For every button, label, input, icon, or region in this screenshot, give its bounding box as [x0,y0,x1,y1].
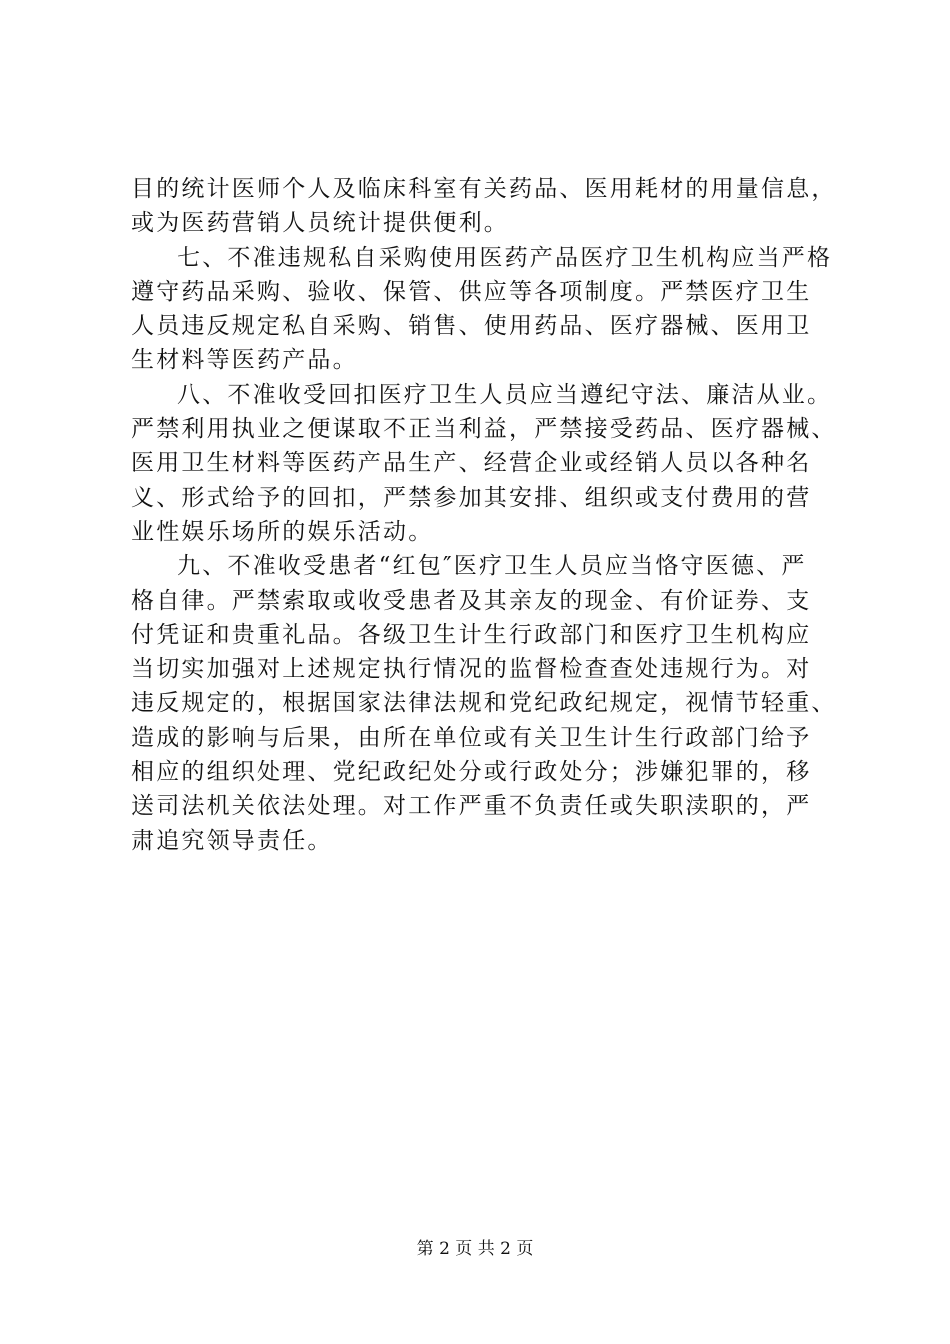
document-text-line: 严禁利用执业之便谋取不正当利益，严禁接受药品、医疗器械、 [131,416,837,443]
document-text-line: 格自律。严禁索取或收受患者及其亲友的现金、有价证券、支 [131,587,812,614]
document-text-line: 相应的组织处理、党纪政纪处分或行政处分；涉嫌犯罪的，移 [131,759,812,786]
document-text-line: 造成的影响与后果，由所在单位或有关卫生计生行政部门给予 [131,724,812,751]
document-text-line: 业性娱乐场所的娱乐活动。 [131,518,434,545]
document-body [131,172,837,858]
document-text-line: 目的统计医师个人及临床科室有关药品、医用耗材的用量信息， [131,176,837,202]
document-text-line: 违反规定的，根据国家法律法规和党纪政纪规定，视情节轻重、 [131,690,837,717]
document-text-line: 或为医药营销人员统计提供便利。 [131,210,509,237]
document-text-line: 九、不准收受患者“红包″医疗卫生人员应当恪守医德、严 [177,553,807,580]
document-text-line: 八、不准收受回扣医疗卫生人员应当遵纪守法、廉洁从业。 [177,381,833,408]
document-text-line: 遵守药品采购、验收、保管、供应等各项制度。严禁医疗卫生 [131,278,812,305]
document-text-line: 义、形式给予的回扣，严禁参加其安排、组织或支付费用的营 [131,484,812,511]
document-text-line: 七、不准违规私自采购使用医药产品医疗卫生机构应当严格 [177,244,833,271]
document-text-line: 送司法机关依法处理。对工作严重不负责任或失职渎职的，严 [131,793,812,820]
page-number-footer: 第 2 页 共 2 页 [416,1239,534,1259]
document-text-line: 当切实加强对上述规定执行情况的监督检查查处违规行为。对 [131,656,812,683]
document-text-line: 肃追究领导责任。 [131,827,333,854]
document-text-line: 生材料等医药产品。 [131,347,358,374]
document-text-line: 人员违反规定私自采购、销售、使用药品、医疗器械、医用卫 [131,313,812,340]
document-text-line: 医用卫生材料等医药产品生产、经营企业或经销人员以各种名 [131,450,812,477]
document-text-line: 付凭证和贵重礼品。各级卫生计生行政部门和医疗卫生机构应 [131,621,812,648]
